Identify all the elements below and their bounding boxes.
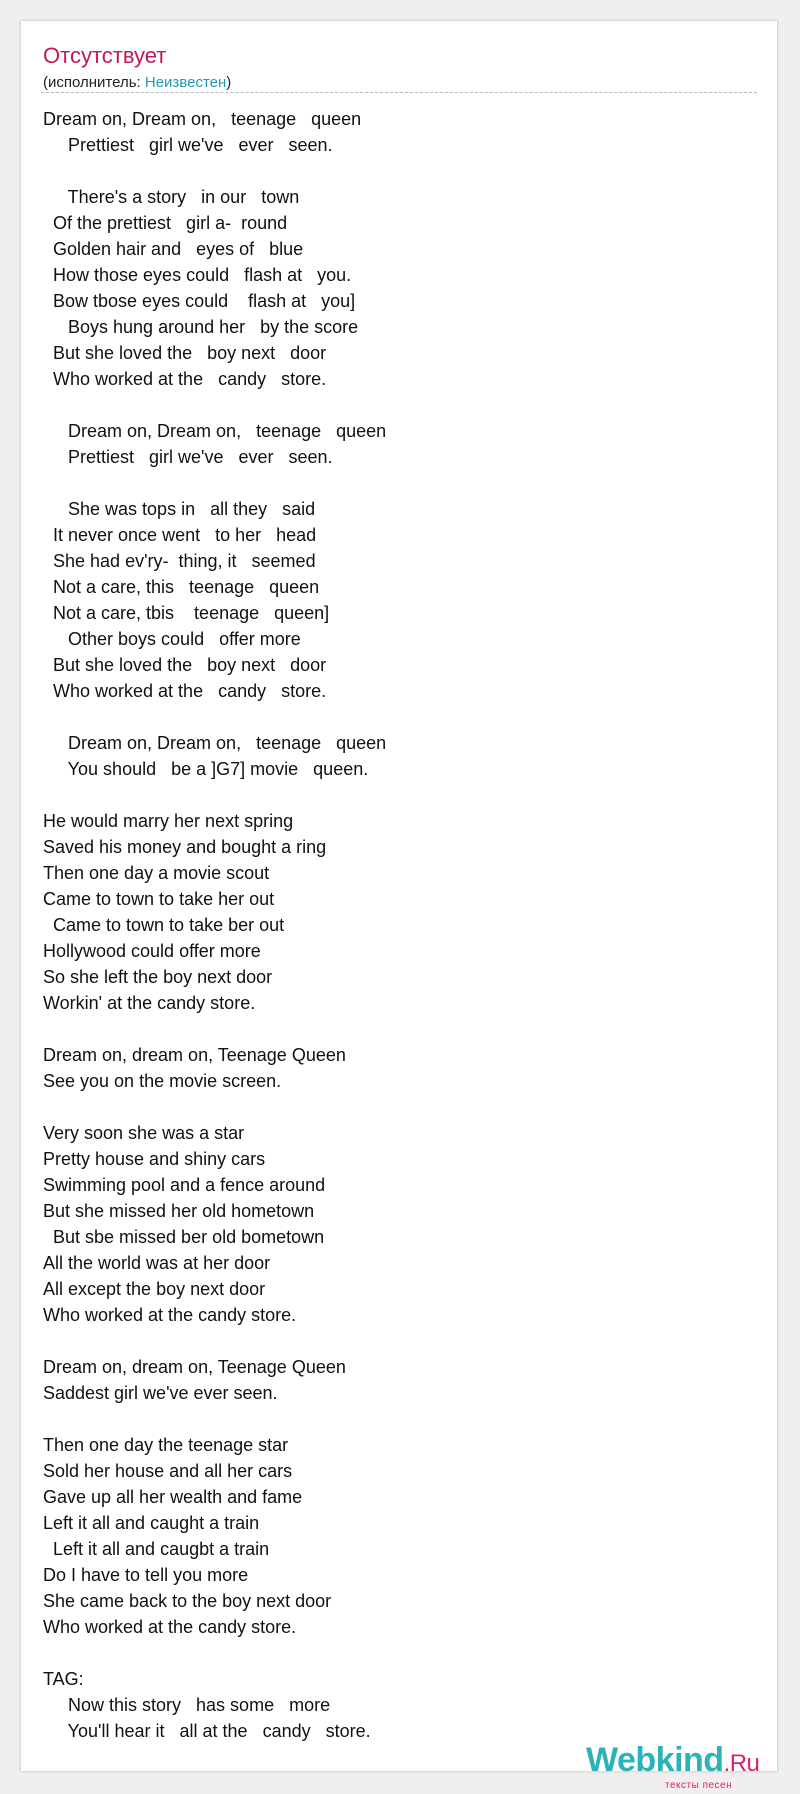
artist-link[interactable]: Неизвестен <box>144 74 227 91</box>
lyric-line: Prettiest girl we've ever seen. <box>43 135 333 155</box>
lyric-line <box>43 782 386 808</box>
header-divider <box>41 92 757 93</box>
lyric-line: Dream on, Dream on, teenage queen <box>43 421 387 441</box>
lyric-line: Then one day the teenage star <box>43 1435 289 1455</box>
lyric-line: How those eyes could flash at you. <box>43 265 352 285</box>
lyric-line: Very soon she was a star <box>43 1123 245 1143</box>
lyric-line: Do I have to tell you more <box>43 1565 249 1585</box>
lyric-line: All the world was at her door <box>43 1253 271 1273</box>
lyric-line: Not a care, tbis teenage queen] <box>43 603 330 623</box>
lyric-line: But she loved the boy next door <box>43 655 327 675</box>
webkind-logo[interactable] <box>586 1743 759 1781</box>
lyric-line: Swimming pool and a fence around <box>43 1175 326 1195</box>
lyric-line: She was tops in all they said <box>43 499 316 519</box>
lyric-line: You'll hear it all at the candy store. <box>43 1721 371 1741</box>
lyric-line: Who worked at the candy store. <box>43 1305 297 1325</box>
lyric-line: Prettiest girl we've ever seen. <box>43 447 333 467</box>
lyric-line <box>43 392 386 418</box>
lyric-line: But she missed her old hometown <box>43 1201 315 1221</box>
lyric-line <box>43 470 386 496</box>
lyric-line <box>43 1406 386 1432</box>
lyrics-card <box>20 20 778 1791</box>
lyric-line: Who worked at the candy store. <box>43 1617 297 1637</box>
lyric-line <box>43 1640 386 1666</box>
artist-suffix: ) <box>226 74 232 91</box>
lyric-line: Saddest girl we've ever seen. <box>43 1383 278 1403</box>
lyric-line <box>43 704 386 730</box>
lyric-line: All except the boy next door <box>43 1279 266 1299</box>
lyric-line: Dream on, Dream on, teenage queen <box>43 733 387 753</box>
lyrics-text <box>43 106 386 1744</box>
lyric-line: Who worked at the candy store. <box>43 369 327 389</box>
lyric-line: Left it all and caugbt a train <box>43 1539 270 1559</box>
artist-prefix: (исполнитель: <box>43 74 145 91</box>
lyric-line: Dream on, dream on, Teenage Queen <box>43 1357 346 1377</box>
lyric-line: Boys hung around her by the score <box>43 317 359 337</box>
lyric-line: Golden hair and eyes of blue <box>43 239 304 259</box>
lyric-line: Saved his money and bought a ring <box>43 837 327 857</box>
lyric-line: Came to town to take her out <box>43 889 275 909</box>
lyric-line <box>43 158 386 184</box>
lyric-line: Came to town to take ber out <box>43 915 285 935</box>
logo-tagline: тексты песен <box>665 1780 733 1791</box>
lyric-line <box>43 1016 386 1042</box>
lyric-line <box>43 1328 386 1354</box>
lyric-line: But sbe missed ber old bometown <box>43 1227 325 1247</box>
lyric-line <box>43 1094 386 1120</box>
lyric-line: It never once went to her head <box>43 525 317 545</box>
lyric-line: Other boys could offer more <box>43 629 301 649</box>
lyric-line: Who worked at the candy store. <box>43 681 327 701</box>
lyric-line: Sold her house and all her cars <box>43 1461 293 1481</box>
lyric-line: She came back to the boy next door <box>43 1591 332 1611</box>
lyric-line: Now this story has some more <box>43 1695 331 1715</box>
lyric-line: Hollywood could offer more <box>43 941 261 961</box>
lyric-line: Dream on, dream on, Teenage Queen <box>43 1045 346 1065</box>
lyric-line: Left it all and caught a train <box>43 1513 260 1533</box>
lyric-line: But she loved the boy next door <box>43 343 327 363</box>
artist-line <box>43 74 231 91</box>
lyric-line: He would marry her next spring <box>43 811 294 831</box>
lyric-line: TAG: <box>43 1669 84 1689</box>
lyric-line: Dream on, Dream on, teenage queen <box>43 109 362 129</box>
lyric-line: Then one day a movie scout <box>43 863 270 883</box>
lyric-line: Bow tbose eyes could flash at you] <box>43 291 356 311</box>
lyric-line: Gave up all her wealth and fame <box>43 1487 303 1507</box>
song-title: Отсутствует <box>43 43 167 68</box>
lyric-line: There's a story in our town <box>43 187 300 207</box>
lyric-line: So she left the boy next door <box>43 967 273 987</box>
lyric-line: Workin' at the candy store. <box>43 993 256 1013</box>
lyric-line: She had ev'ry- thing, it seemed <box>43 551 316 571</box>
logo-main: Webkind <box>586 1741 724 1779</box>
lyric-line: Not a care, this teenage queen <box>43 577 320 597</box>
logo-tld: .Ru <box>723 1750 760 1777</box>
lyric-line: You should be a ]G7] movie queen. <box>43 759 369 779</box>
lyric-line: Of the prettiest girl a- round <box>43 213 288 233</box>
lyric-line: See you on the movie screen. <box>43 1071 282 1091</box>
lyric-line: Pretty house and shiny cars <box>43 1149 266 1169</box>
